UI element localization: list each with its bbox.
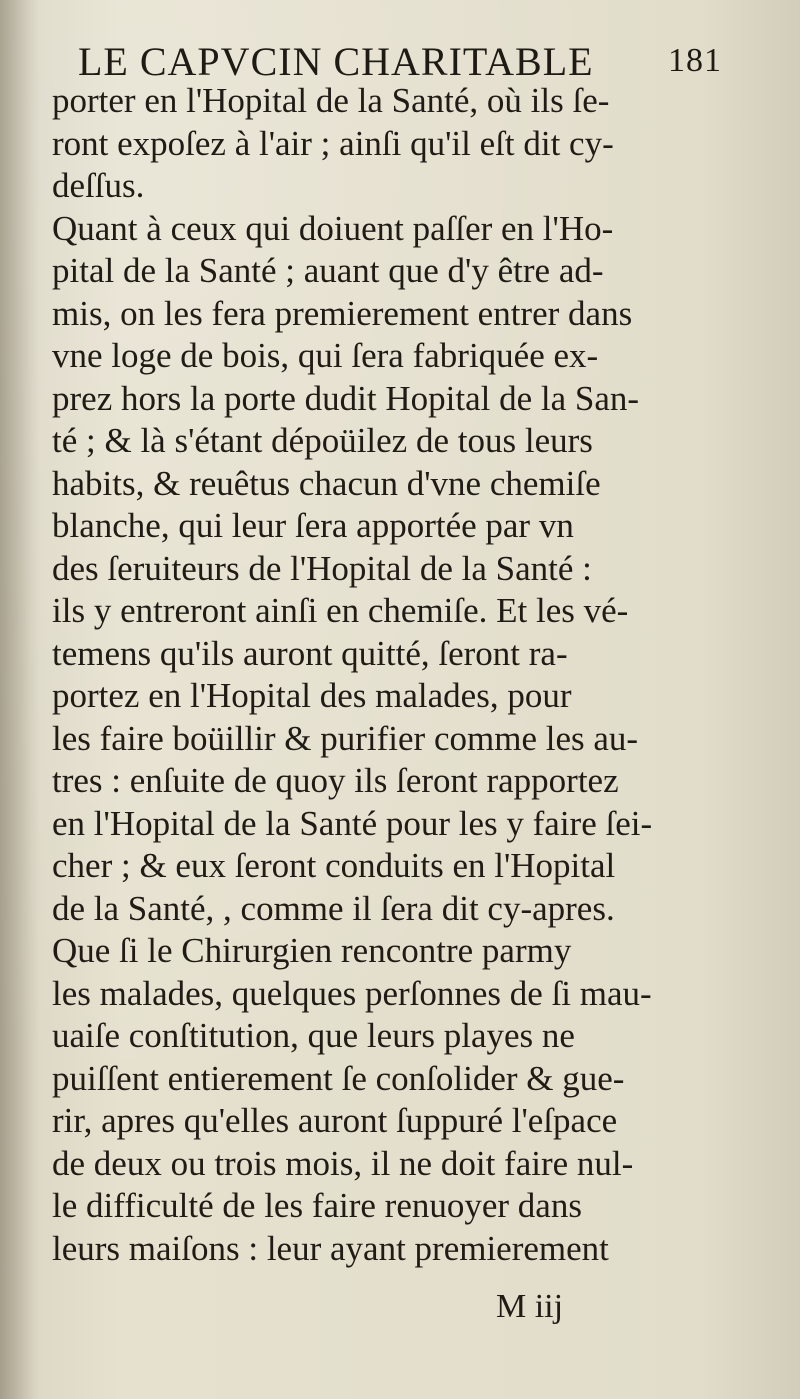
text-line: deſſus. [52, 166, 145, 205]
page-number: 181 [668, 42, 722, 79]
running-head-title: LE CAPVCIN CHARITABLE [78, 39, 594, 84]
text-line: le difficulté de les faire renuoyer dans [52, 1186, 582, 1225]
text-line: temens qu'ils auront quitté, ſeront ra- [52, 633, 568, 673]
text-line: blanche, qui leur ſera apportée par vn [52, 506, 574, 545]
text-line: porter en l'Hopital de la Santé, où ils ſe- [52, 81, 610, 120]
text-line: les malades, quelques perſonnes de ſi mau- [52, 973, 652, 1013]
text-line: pital de la Santé ; auant que d'y être ad- [52, 251, 604, 290]
body-text [52, 80, 712, 1270]
text-line: prez hors la porte dudit Hopital de la San- [52, 378, 640, 418]
text-line: en l'Hopital de la Santé pour les y faire ſei- [52, 803, 653, 843]
text-line: mis, on les fera premierement entrer dans [52, 293, 633, 333]
text-line: de la Santé, , comme il ſera dit cy-apres. [52, 888, 615, 928]
text-line: ils y entreront ainſi en chemiſe. Et les vé- [52, 591, 629, 630]
text-line: té ; & là s'étant dépoüilez de tous leurs [52, 421, 593, 460]
text-line: vne loge de bois, qui ſera fabriquée ex- [52, 336, 599, 375]
signature-mark: M iij [496, 1288, 564, 1325]
text-line: leurs maiſons : leur ayant premierement [52, 1228, 609, 1268]
text-line: des ſeruiteurs de l'Hopital de la Santé : [52, 548, 592, 588]
text-line: tres : enſuite de quoy ils ſeront rapportez [52, 761, 619, 800]
gutter-shadow [0, 0, 40, 1399]
text-line: puiſſent entierement ſe conſolider & gue- [52, 1058, 625, 1098]
text-line: Que ſi le Chirurgien rencontre parmy [52, 931, 572, 970]
text-line: Quant à ceux qui doiuent paſſer en l'Ho- [52, 208, 614, 248]
text-line: portez en l'Hopital des malades, pour [52, 676, 572, 715]
text-line: habits, & reuêtus chacun d'vne chemiſe [52, 463, 601, 503]
text-line: rir, apres qu'elles auront ſuppuré l'eſpace [52, 1101, 618, 1140]
running-head [78, 38, 722, 85]
text-line: de deux ou trois mois, il ne doit faire nul- [52, 1143, 634, 1183]
text-line: les faire boüillir & purifier comme les au- [52, 718, 639, 758]
text-line: ront expoſez à l'air ; ainſi qu'il eſt dit cy- [52, 123, 614, 163]
text-line: cher ; & eux ſeront conduits en l'Hopital [52, 846, 616, 885]
text-line: uaiſe conſtitution, que leurs playes ne [52, 1016, 575, 1055]
